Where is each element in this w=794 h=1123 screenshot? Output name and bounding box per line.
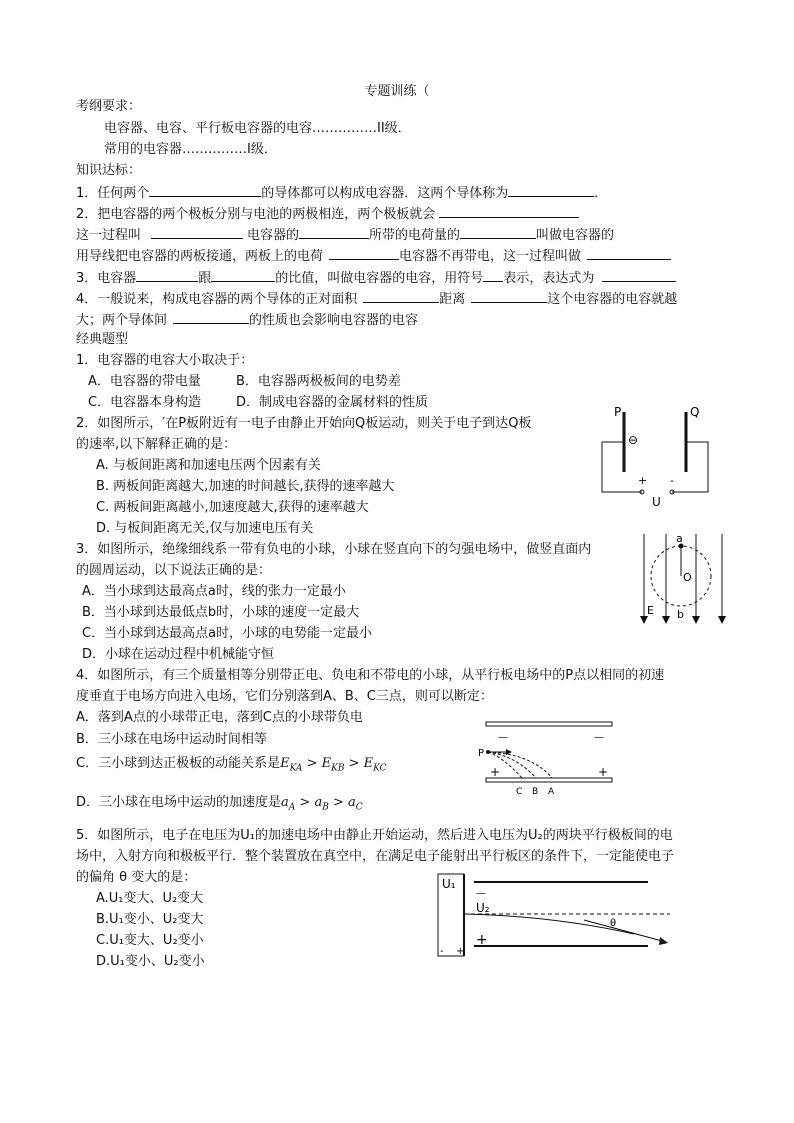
- syllabus-line-2: 常用的电容器……………I级．: [104, 142, 277, 157]
- fig3-label-a: a: [676, 532, 683, 545]
- classic-q3-stem-1: 3．如图所示，绝缘细线系一带有负电的小球，小球在竖直向下的匀强电场中，做竖直面内: [76, 542, 592, 557]
- classic-q4-option-a: A．落到A点的小球带正电，落到C点的小球带负电: [76, 710, 363, 725]
- q2-text-b3: 所带的电荷量的: [369, 228, 461, 243]
- fig2-electron: ⊖: [628, 433, 639, 447]
- blank: [329, 246, 399, 260]
- q4-option-c-text: C．三小球到达正极板的动能关系是: [76, 756, 281, 771]
- classic-q4-stem-2: 度垂直于电场方向进入电场，它们分别落到A、B、C三点，则可以断定：: [76, 689, 493, 704]
- knowledge-q3: [76, 268, 676, 288]
- knowledge-q2-line1: [76, 204, 579, 224]
- fig2-wire-right: [672, 442, 708, 492]
- blank: [211, 268, 275, 282]
- classic-q1-option-c: C．电容器本身构造: [88, 395, 202, 410]
- classic-q3-option-b: B．当小球到达最低点b时，小球的速度一定最大: [82, 605, 360, 620]
- knowledge-heading: 知识达标：: [76, 163, 142, 178]
- fig3-label-o: O: [683, 571, 692, 584]
- classic-q4-option-b: B．三小球在电场中运动时间相等: [76, 732, 267, 747]
- blank: [136, 268, 198, 282]
- fig5-exit-arrow: [659, 937, 668, 945]
- fig4-plus-right: +: [598, 765, 609, 779]
- blank: [151, 225, 243, 239]
- field-arrow: [662, 616, 670, 624]
- classic-q2-option-a: A. 与板间距离和加速电压两个因素有关: [96, 458, 321, 473]
- q2-text-b1: 这一过程叫: [76, 228, 142, 243]
- knowledge-q2-line3: [76, 246, 671, 266]
- fig2-minus: -: [670, 474, 674, 487]
- q2-text-c1: 用导线把电容器的两板接通，两板上的电荷: [76, 249, 324, 264]
- fig5-plus: +: [476, 932, 488, 948]
- knowledge-q4-line1: [76, 289, 677, 309]
- figure-circle-field: [636, 530, 732, 630]
- fig5-electron-path: [464, 914, 634, 934]
- blank: [471, 289, 547, 303]
- q1-text-a: 1．任何两个: [76, 186, 150, 201]
- classic-q1-option-a: A．电容器的带电量: [88, 374, 201, 389]
- q4-text-a: 4．一般说来，构成电容器的两个导体的正对面积: [76, 292, 358, 307]
- field-arrow: [640, 616, 648, 624]
- q2-text-a: 2．把电容器的两个极板分别与电池的两极相连，两个极板就会: [76, 207, 436, 222]
- knowledge-q1: [76, 183, 607, 203]
- fig4-plus-left: +: [490, 765, 501, 779]
- syllabus-line-1: 电容器、电容、平行板电容器的电容……………II级．: [104, 121, 411, 136]
- blank: [508, 183, 594, 197]
- blank: [602, 268, 676, 282]
- classic-q4-option-c: [76, 755, 386, 778]
- classic-q4-stem-1: 4．如图所示，有三个质量相等分别带正电、负电和不带电的小球，从平行板电场中的P点以相同的初速: [76, 668, 665, 683]
- q4-text-c: 这个电容器的电容就越: [547, 292, 678, 307]
- q3-text-d: 表示，表达式为: [503, 271, 595, 286]
- fig5-plus-small: +: [456, 946, 465, 957]
- fig4-top-minus-2: —: [594, 732, 604, 743]
- classic-q1-stem: 1．电容器的电容大小取决于：: [76, 353, 254, 368]
- classic-q2-option-c: C. 两板间距离越小,加速度越大,获得的速率越大: [96, 500, 369, 515]
- classic-q5-stem-1: 5．如图所示，电子在电压为U₁的加速电场中由静止开始运动，然后进入电压为U₂的两块平行极板间的电: [76, 828, 673, 843]
- fig4-label-c: C: [516, 787, 523, 797]
- knowledge-q4-line2: [76, 310, 418, 330]
- q2-text-c2: 电容器不再带电，这一过程叫做: [399, 249, 582, 264]
- fig4-label-b: B: [532, 787, 539, 797]
- fig5-label-u2: U₂: [476, 901, 490, 915]
- q2-text-b4: 叫做电容器的: [536, 228, 615, 243]
- classic-q3-option-a: A．当小球到达最高点a时，线的张力一定最小: [82, 584, 346, 599]
- fig2-wire-left: [602, 442, 642, 492]
- blank: [460, 225, 536, 239]
- fig4-label-a: A: [548, 787, 555, 797]
- q1-text-b: 的导体都可以构成电容器．这两个导体称为: [261, 186, 509, 201]
- q4-option-d-text: D．三小球在电场中运动的加速度是: [76, 795, 282, 810]
- fig5-exit-line: [584, 920, 666, 942]
- q2-text-b2: 电容器的: [247, 228, 300, 243]
- fig4-top-plate: [486, 722, 612, 726]
- q1-text-c: ．: [594, 186, 608, 201]
- q3-text-a: 3．电容器: [76, 271, 137, 286]
- q4-option-d-formula: $a_A > a_B > a_C$: [281, 795, 363, 813]
- q3-text-b: 跟: [198, 271, 212, 286]
- blank: [299, 225, 369, 239]
- fig4-label-p: P: [478, 748, 485, 759]
- classic-q3-option-c: C．当小球到达最高点a时，小球的电势能一定最小: [82, 626, 373, 641]
- fig5-label-theta: θ: [610, 918, 617, 929]
- blank: [173, 310, 249, 324]
- classic-q3-option-d: D．小球在运动过程中机械能守恒: [82, 647, 275, 662]
- fig2-label-u: U: [652, 495, 661, 508]
- figure-parallel-plates: [476, 714, 620, 798]
- classic-q5-option-a: A.U₁变大、U₂变大: [96, 891, 204, 906]
- fig4-top-minus: —: [498, 732, 508, 743]
- page-title: 专题训练（: [364, 84, 430, 99]
- classic-q5-option-c: C.U₁变大、U₂变小: [96, 933, 204, 948]
- q4-text-d2: 的性质也会影响电容器的电容: [249, 313, 419, 328]
- classic-q2-option-b: B. 两板间距离越大,加速的时间越长,获得的速率越大: [96, 479, 395, 494]
- fig5-label-u1: U₁: [442, 877, 456, 891]
- fig4-bottom-plate: [486, 778, 612, 782]
- knowledge-q2-line2: [76, 225, 614, 245]
- q4-text-b: 距离: [439, 292, 466, 307]
- q3-text-c: 的比值，叫做电容器的电容，用符号: [275, 271, 484, 286]
- figure-deflection: [434, 870, 674, 960]
- field-arrow: [718, 616, 726, 624]
- classic-q5-option-b: B.U₁变小、U₂变大: [96, 912, 204, 927]
- fig5-top-minus: —: [476, 888, 486, 899]
- blank: [587, 246, 671, 260]
- classic-q2-stem-2: 的速率,以下解释正确的是：: [76, 437, 237, 452]
- blank: [483, 268, 503, 282]
- blank: [149, 183, 261, 197]
- classic-q2-stem-1: 2．如图所示，′在P板附近有一电子由静止开始向Q板运动，则关于电子到达Q板: [76, 416, 532, 431]
- blank: [363, 289, 439, 303]
- blank: [439, 204, 579, 218]
- classic-q3-stem-2: 的圆周运动，以下说法正确的是：: [76, 563, 272, 578]
- fig2-label-p: P: [614, 405, 622, 419]
- figure-capacitor-pq: [596, 404, 720, 508]
- fig3-label-e: E: [647, 604, 654, 617]
- q4-text-d1: 大；两个导体间: [76, 313, 168, 328]
- fig3-label-b: b: [677, 608, 684, 621]
- classic-q1-option-d: D．制成电容器的金属材料的性质: [236, 395, 429, 410]
- classic-q5-option-d: D.U₁变小、U₂变小: [96, 954, 205, 969]
- syllabus-heading: 考纲要求：: [76, 99, 142, 114]
- classic-q1-option-b: B．电容器两极板间的电势差: [236, 374, 401, 389]
- classic-q4-option-d: [76, 794, 363, 817]
- classic-q5-stem-2: 场中，入射方向和极板平行．整个装置放在真空中，在满足电子能射出平行板区的条件下，一定能使电子: [76, 849, 675, 864]
- classic-q5-stem-3: 的偏角 θ 变大的是：: [76, 870, 197, 885]
- q4-option-c-formula: $E_{KA} > E_{KB} > E_{KC}$: [280, 756, 387, 774]
- fig2-label-q: Q: [690, 405, 700, 419]
- classic-q2-option-d: D. 与板间距离无关,仅与加速电压有关: [96, 521, 314, 536]
- field-arrow: [692, 616, 700, 624]
- fig5-minus-small: -: [440, 946, 444, 957]
- fig2-plus: +: [638, 474, 648, 487]
- classic-heading: 经典题型: [76, 332, 129, 347]
